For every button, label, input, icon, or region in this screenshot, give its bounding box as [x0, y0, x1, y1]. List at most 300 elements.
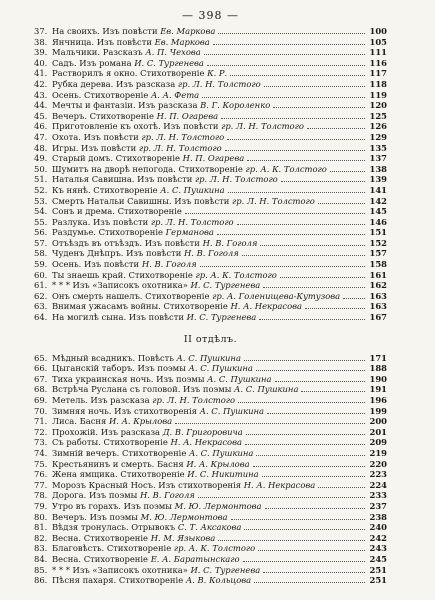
entry-title	[52, 68, 227, 79]
toc-entry	[34, 301, 387, 312]
toc-entry	[34, 259, 387, 270]
entry-title	[52, 480, 315, 491]
entry-author: М. Ю. Лермонтова	[140, 511, 228, 522]
dot-leader	[281, 181, 365, 182]
entry-page: 196	[369, 395, 387, 405]
entry-work: Чуденъ Днѣпръ. Изъ повѣсти	[52, 248, 184, 259]
dot-leader	[175, 423, 365, 424]
entry-work: Растворилъ я окно. Стихотвореніе	[52, 68, 208, 79]
entry-author: Н. В. Гоголя	[183, 248, 239, 259]
toc-entry	[34, 565, 387, 576]
entry-title	[52, 459, 250, 470]
dot-leader	[213, 44, 365, 45]
dot-leader	[318, 203, 365, 204]
entry-title	[52, 363, 253, 374]
entry-number: 69.	[34, 395, 48, 405]
entry-number: 44.	[34, 100, 48, 111]
dot-leader	[185, 213, 365, 214]
entry-page: 237	[369, 500, 387, 511]
toc-entry	[34, 143, 387, 154]
dot-leader	[330, 171, 365, 172]
entry-title	[52, 196, 315, 207]
entry-number: 45.	[34, 110, 48, 121]
entry-number: 66.	[34, 363, 48, 374]
dot-leader	[207, 65, 365, 66]
entry-number: 86.	[34, 575, 48, 586]
entry-page: 224	[369, 479, 387, 490]
entry-title	[52, 301, 302, 312]
entry-author: М. Ю. Лермонтова	[174, 500, 262, 511]
entry-number: 48.	[34, 142, 48, 153]
entry-title	[52, 111, 218, 122]
entry-author: И. С. Тургенева	[134, 57, 204, 68]
entry-page: 135	[369, 142, 387, 153]
dot-leader	[221, 118, 365, 119]
entry-work: Онъ смерть нашелъ. Стихотвореніе	[52, 290, 213, 301]
entry-number: 42.	[34, 78, 48, 89]
dot-leader	[263, 287, 365, 288]
entry-title	[52, 217, 234, 228]
entry-number: 40.	[34, 57, 48, 68]
dot-leader	[231, 519, 365, 520]
entry-page: 240	[369, 522, 387, 533]
entry-work: Зимняя ночь. Изъ стихотворенія	[52, 405, 200, 416]
toc-entry	[34, 174, 387, 185]
entry-title	[52, 575, 251, 586]
entry-author: И. А. Крылова	[186, 458, 250, 469]
entry-title	[52, 533, 215, 544]
entry-work: * * * Изъ «Записокъ охотника»	[52, 280, 191, 291]
dot-leader	[244, 360, 365, 361]
entry-work: Приготовленіе къ охотѣ. Изъ повѣсти	[52, 121, 222, 132]
toc-entry	[34, 153, 387, 164]
entry-author: Н. М. Языкова	[150, 532, 216, 543]
entry-author: гр. А. Голенищева-Кутузова	[212, 290, 341, 301]
dot-leader	[238, 402, 365, 403]
entry-title	[52, 248, 239, 259]
entry-work: Разлука. Изъ повѣсти	[52, 216, 151, 227]
entry-number: 55.	[34, 216, 48, 227]
entry-number: 67.	[34, 373, 48, 384]
entry-title	[52, 132, 224, 143]
entry-work: * * * Изъ «Записокъ охотника»	[52, 564, 191, 575]
entry-page: 162	[369, 280, 387, 291]
dot-leader	[242, 255, 365, 256]
dot-leader	[247, 160, 365, 161]
dot-leader	[198, 497, 365, 498]
entry-work: Осень. Стихотвореніе	[52, 89, 151, 100]
dot-leader	[260, 245, 365, 246]
entry-title	[52, 312, 256, 323]
entry-title	[52, 227, 214, 238]
toc-entry	[34, 437, 387, 448]
entry-page: 146	[369, 216, 387, 227]
dot-leader	[275, 381, 365, 382]
dot-leader	[259, 319, 365, 320]
toc-entry	[34, 26, 387, 37]
entry-work: Жена ямщика. Стихотвореніе	[52, 469, 188, 480]
entry-number: 46.	[34, 121, 48, 132]
toc-entry	[34, 363, 387, 374]
entry-author: И. С. Тургенева	[190, 280, 261, 291]
entry-number: 83.	[34, 543, 48, 554]
entry-work: Раздумье. Стихотвореніе	[52, 227, 166, 238]
entry-number: 82.	[34, 532, 48, 543]
toc-entry	[34, 58, 387, 69]
entry-number: 63.	[34, 301, 48, 312]
entry-work: Весна. Стихотвореніе	[52, 532, 151, 543]
entry-author: Н. В. Гоголя	[141, 259, 197, 270]
entry-page: 191	[369, 384, 387, 395]
dot-leader	[343, 298, 365, 299]
entry-number: 72.	[34, 426, 48, 437]
entry-author: А. С. Пушкина	[176, 352, 241, 363]
entry-page: 157	[369, 248, 387, 259]
entry-page: 111	[369, 47, 387, 58]
entry-page: 158	[369, 259, 387, 270]
dot-leader	[273, 107, 365, 108]
toc-entry	[34, 427, 387, 438]
entry-author: А. С. Пушкина	[199, 405, 265, 416]
dot-leader	[218, 540, 365, 541]
entry-work: Осень. Изъ повѣсти	[52, 259, 142, 270]
entry-title	[52, 79, 261, 90]
toc-entry	[34, 47, 387, 58]
entry-author: А. П. Чехова	[145, 47, 201, 58]
entry-work: Зимній вечеръ. Стихотвореніе	[52, 447, 189, 458]
entry-work: Съ работы. Стихотвореніе	[52, 437, 171, 448]
entry-page: 120	[369, 100, 387, 111]
entry-number: 59.	[34, 259, 48, 270]
entry-page: 129	[369, 131, 387, 142]
dot-leader	[200, 266, 365, 267]
toc-entry	[34, 291, 387, 302]
toc-entry	[34, 280, 387, 291]
entry-author: Н. А. Некрасова	[243, 479, 316, 490]
entry-work: Крестьянинъ и смерть. Басня	[52, 458, 187, 469]
entry-page: 125	[369, 110, 387, 121]
entry-number: 68.	[34, 384, 48, 395]
toc-entry	[34, 575, 387, 586]
entry-author: А. С. Пушкина	[160, 184, 225, 195]
entry-number: 64.	[34, 312, 48, 323]
entry-title	[52, 26, 215, 37]
toc-entry	[34, 406, 387, 417]
entry-work: Садъ. Изъ романа	[52, 57, 135, 68]
toc-entry	[34, 132, 387, 143]
entry-page: 163	[369, 290, 387, 301]
entry-work: Встрѣча Руслана съ головой. Изъ поэмы	[52, 384, 235, 395]
entry-work: Пѣсня пахаря. Стихотвореніе	[52, 575, 186, 586]
entry-author: А. С. Пушкина	[234, 384, 299, 395]
entry-author: гр. Л. Н. Толстого	[141, 131, 225, 142]
entry-work: Вечеръ. Изъ поэмы	[52, 511, 141, 522]
dot-leader	[246, 434, 365, 435]
entry-number: 50.	[34, 163, 48, 174]
entry-work: Старый домъ. Стихотвореніе	[52, 153, 183, 164]
dot-leader	[265, 508, 365, 509]
entry-title	[52, 164, 327, 175]
entry-author: Н. П. Огарева	[182, 153, 245, 164]
dot-leader	[267, 413, 365, 414]
toc-entry	[34, 270, 387, 281]
entry-page: 188	[369, 363, 387, 374]
entry-title	[52, 490, 195, 501]
entry-author: И. С. Никитина	[187, 469, 259, 480]
entry-title	[52, 238, 257, 249]
page-number: — 398 —	[182, 9, 239, 22]
entry-page: 199	[369, 405, 387, 416]
entry-title	[52, 291, 340, 302]
entry-title	[52, 384, 298, 395]
entry-number: 57.	[34, 237, 48, 248]
entry-title	[52, 100, 270, 111]
entry-title	[52, 143, 222, 154]
entry-author: А. В. Кольцова	[185, 575, 252, 586]
toc-entry	[34, 416, 387, 427]
toc-entry	[34, 353, 387, 364]
toc-entry	[34, 448, 387, 459]
entry-author: С. Т. Аксакова	[177, 522, 242, 533]
entry-title	[52, 37, 210, 48]
dot-leader	[243, 561, 365, 562]
entry-title	[52, 185, 225, 196]
entry-author: Ев. Маркова	[154, 36, 210, 47]
entry-work: Отъѣздъ въ отъѣздъ. Изъ повѣсти	[52, 237, 203, 248]
entry-author: Н. П. Огарева	[156, 110, 219, 121]
toc-entry	[34, 384, 387, 395]
entry-page: 139	[369, 174, 387, 185]
entry-title	[52, 469, 259, 480]
entry-title	[52, 206, 182, 217]
dot-leader	[204, 54, 365, 55]
entry-work: Лиса. Басня	[52, 416, 109, 427]
dot-leader	[254, 582, 365, 583]
entry-page: 201	[369, 426, 387, 437]
entry-work: Шумитъ на дворѣ непогода. Стихотвореніе	[52, 163, 246, 174]
entry-page: 209	[369, 437, 387, 448]
toc-entry	[34, 490, 387, 501]
toc-entry	[34, 459, 387, 470]
toc-entry	[34, 501, 387, 512]
entry-number: 70.	[34, 405, 48, 416]
entry-title	[52, 406, 264, 417]
dot-leader	[237, 224, 365, 225]
entry-author: К. Р.	[207, 68, 228, 79]
entry-page: 117	[369, 68, 387, 79]
entry-work: Сонъ и дрема. Стихотвореніе	[52, 206, 182, 217]
entry-work: Смерть Натальи Савишны. Изъ повѣсти	[52, 195, 233, 206]
entry-number: 52.	[34, 184, 48, 195]
entry-page: 163	[369, 301, 387, 312]
entry-author: И. С. Тургенева	[186, 312, 257, 323]
dot-leader	[263, 572, 365, 573]
entry-author: гр. Л. Н. Толстого	[232, 195, 315, 206]
entry-work: Метель. Изъ разсказа	[52, 395, 153, 405]
entry-page: 243	[369, 543, 387, 554]
entry-work: Янчница. Изъ повѣсти	[52, 36, 155, 47]
entry-number: 58.	[34, 248, 48, 259]
entry-page: 141	[369, 184, 387, 195]
entry-number: 49.	[34, 153, 48, 164]
entry-title	[52, 47, 201, 58]
entry-author: И. А. Крылова	[108, 416, 173, 427]
dot-leader	[256, 455, 365, 456]
entry-title	[52, 522, 241, 533]
entry-work: На своихъ. Изъ повѣсти	[52, 26, 161, 36]
entry-page: 219	[369, 447, 387, 458]
table-of-contents-part-1	[34, 26, 387, 323]
entry-work: Ты знаешь край. Стихотвореніе	[52, 269, 196, 280]
entry-author: А. С. Пушкина	[188, 447, 254, 458]
entry-title	[52, 270, 277, 281]
entry-number: 41.	[34, 68, 48, 79]
toc-entry	[34, 217, 387, 228]
entry-author: гр. Л. Н. Толстого	[177, 78, 261, 89]
entry-number: 38.	[34, 36, 48, 47]
entry-title	[52, 554, 240, 565]
entry-page: 190	[369, 373, 387, 384]
dot-leader	[318, 487, 365, 488]
toc-entry	[34, 227, 387, 238]
dot-leader	[253, 466, 365, 467]
entry-number: 65.	[34, 352, 48, 363]
section-heading: II отдѣлъ.	[183, 333, 238, 345]
entry-title	[52, 427, 243, 438]
entry-page: 119	[369, 89, 387, 100]
entry-work: Цыганскій таборъ. Изъ поэмы	[52, 363, 189, 374]
entry-title	[52, 448, 253, 459]
entry-number: 74.	[34, 447, 48, 458]
dot-leader	[245, 444, 365, 445]
dot-leader	[280, 277, 365, 278]
dot-leader	[258, 550, 365, 551]
entry-author: гр. Л. Н. Толстого	[150, 216, 234, 227]
entry-work: На могилѣ сына. Изъ повѣсти	[52, 312, 187, 323]
entry-work: Благовѣсть. Стихотвореніе	[52, 543, 174, 554]
entry-author: А. С. Пушкина	[207, 373, 272, 384]
entry-title	[52, 58, 204, 69]
entry-author: И. С. Тургенева	[190, 564, 261, 575]
entry-page: 242	[369, 532, 387, 543]
toc-entry	[34, 248, 387, 259]
entry-work: Весна. Стихотвореніе	[52, 553, 151, 564]
entry-number: 78.	[34, 490, 48, 501]
entry-author: гр. Л. Н. Толстого	[152, 395, 236, 405]
entry-work: Мечты и фантазіи. Изъ разсказа	[52, 100, 201, 111]
dot-leader	[262, 476, 365, 477]
toc-entry	[34, 533, 387, 544]
entry-page: 161	[369, 269, 387, 280]
entry-number: 77.	[34, 479, 48, 490]
entry-author: В. Г. Короленко	[200, 100, 271, 111]
dot-leader	[301, 391, 365, 392]
entry-work: Наталья Савишна. Изъ повѣсти	[52, 174, 195, 185]
entry-work: Внимая ужасамъ войны. Стихотвореніе	[52, 301, 231, 312]
dot-leader	[225, 150, 365, 151]
toc-entry	[34, 164, 387, 175]
entry-number: 37.	[34, 26, 48, 36]
entry-work: Морозъ Красный Носъ. Изъ стихотворенія	[52, 479, 244, 490]
toc-entry	[34, 185, 387, 196]
toc-entry	[34, 543, 387, 554]
entry-work: Дорога. Изъ поэмы	[52, 490, 140, 501]
entry-title	[52, 565, 260, 576]
entry-author: Н. А. Некрасова	[230, 301, 302, 312]
entry-title	[52, 512, 228, 523]
entry-title	[52, 174, 278, 185]
entry-number: 71.	[34, 416, 48, 427]
entry-number: 60.	[34, 269, 48, 280]
entry-page: 238	[369, 511, 387, 522]
entry-page: 223	[369, 469, 387, 480]
entry-work: Охота. Изъ повѣсти	[52, 131, 142, 142]
entry-page: 251	[369, 575, 387, 586]
entry-author: А. А. Фета	[150, 89, 200, 100]
dot-leader	[256, 370, 365, 371]
entry-number: 61.	[34, 280, 48, 291]
toc-entry	[34, 522, 387, 533]
entry-title	[52, 259, 197, 270]
entry-work: Рубка дерева. Изъ разсказа	[52, 78, 178, 89]
toc-entry	[34, 480, 387, 491]
dot-leader	[227, 139, 365, 140]
dot-leader	[307, 128, 365, 129]
toc-entry	[34, 37, 387, 48]
toc-entry	[34, 374, 387, 385]
toc-entry	[34, 469, 387, 480]
toc-entry	[34, 206, 387, 217]
entry-page: 245	[369, 553, 387, 564]
toc-entry	[34, 68, 387, 79]
entry-title	[52, 153, 244, 164]
entry-author: Д. В. Григоровича	[162, 426, 243, 437]
entry-page: 142	[369, 195, 387, 206]
entry-author: Е. А. Баратынскаго	[150, 553, 240, 564]
toc-entry	[34, 238, 387, 249]
entry-author: гр. А. К. Толстого	[245, 163, 327, 174]
entry-page: 233	[369, 490, 387, 501]
entry-number: 51.	[34, 174, 48, 185]
entry-page: 200	[369, 416, 387, 427]
entry-work: Прохожій. Изъ разсказа	[52, 426, 163, 437]
toc-entry	[34, 554, 387, 565]
entry-author: гр. Л. Н. Толстого	[194, 174, 278, 185]
entry-work: Утро въ горахъ. Изъ поэмы	[52, 500, 175, 511]
entry-author: Германова	[165, 227, 214, 238]
entry-author: гр. Л. Н. Толстого	[138, 142, 222, 153]
entry-title	[52, 501, 262, 512]
entry-title	[52, 353, 241, 364]
entry-page: 116	[369, 57, 387, 68]
entry-number: 79.	[34, 500, 48, 511]
entry-number: 43.	[34, 89, 48, 100]
entry-title	[52, 121, 304, 132]
dot-leader	[217, 234, 365, 235]
dot-leader	[202, 97, 365, 98]
entry-work: Мальчики. Разсказъ	[52, 47, 146, 58]
entry-work: Вѣдзя тронулась. Отрывокъ	[52, 522, 178, 533]
entry-work: Мѣдный всадникъ. Повѣсть	[52, 352, 177, 363]
toc-entry	[34, 100, 387, 111]
dot-leader	[305, 308, 365, 309]
entry-author: Н. В. Гоголя	[202, 237, 258, 248]
entry-title	[52, 437, 242, 448]
entry-page: 100	[369, 26, 387, 36]
entry-page: 138	[369, 163, 387, 174]
entry-page: 152	[369, 237, 387, 248]
entry-number: 81.	[34, 522, 48, 533]
